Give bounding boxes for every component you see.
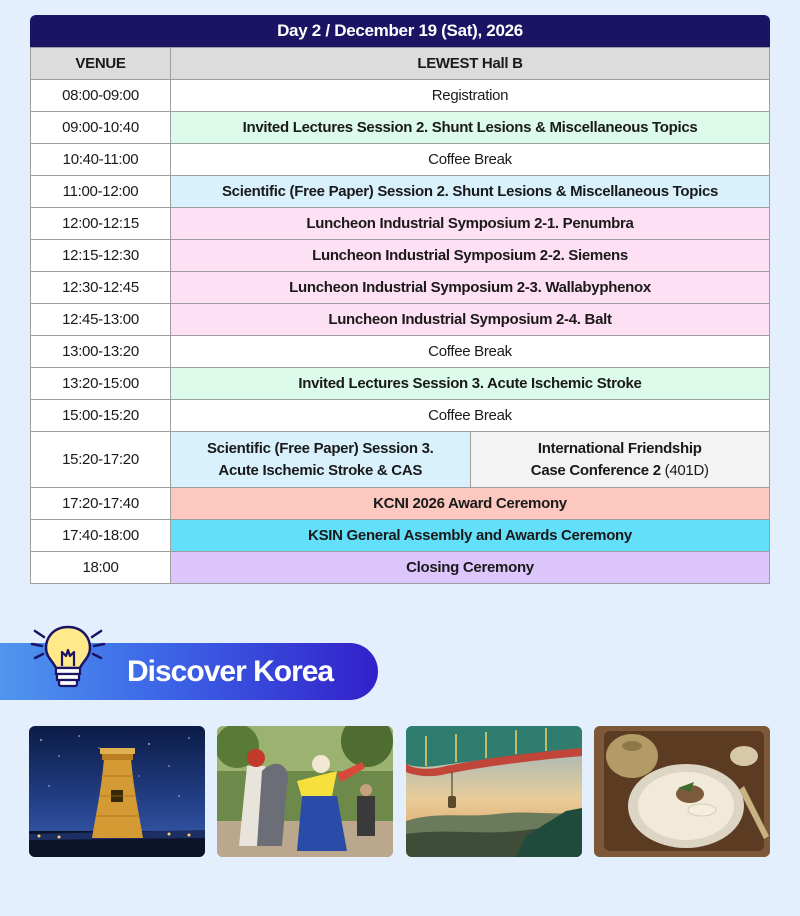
program-cell: Closing Ceremony xyxy=(171,552,770,584)
program-cell: Coffee Break xyxy=(171,400,770,432)
time-cell: 09:00-10:40 xyxy=(31,112,171,144)
schedule-table xyxy=(30,15,770,584)
table-row xyxy=(31,208,770,240)
program-cell: KCNI 2026 Award Ceremony xyxy=(171,488,770,520)
time-cell: 12:15-12:30 xyxy=(31,240,171,272)
program-cell: Luncheon Industrial Symposium 2-3. Wallabyphenox xyxy=(171,272,770,304)
table-row xyxy=(31,240,770,272)
table-row xyxy=(31,272,770,304)
table-row xyxy=(31,368,770,400)
discover-title: Discover Korea xyxy=(127,655,334,688)
session-title-line2: Case Conference 2 xyxy=(530,461,661,479)
time-cell: 12:30-12:45 xyxy=(31,272,171,304)
table-row xyxy=(31,488,770,520)
program-table xyxy=(30,47,770,584)
program-cell: Luncheon Industrial Symposium 2-1. Penumbra xyxy=(171,208,770,240)
table-row xyxy=(31,80,770,112)
lightbulb-icon xyxy=(28,622,108,692)
session-title-line2: Acute Ischemic Stroke & CAS xyxy=(218,461,423,479)
time-cell: 18:00 xyxy=(31,552,171,584)
time-cell: 12:00-12:15 xyxy=(31,208,171,240)
time-cell: 15:00-15:20 xyxy=(31,400,171,432)
table-row xyxy=(31,336,770,368)
table-row xyxy=(31,400,770,432)
room-label: (401D) xyxy=(664,461,709,479)
time-cell: 11:00-12:00 xyxy=(31,176,171,208)
photo-traditional-eaves xyxy=(406,726,582,857)
program-cell: KSIN General Assembly and Awards Ceremony xyxy=(171,520,770,552)
time-cell: 12:45-13:00 xyxy=(31,304,171,336)
time-cell: 08:00-09:00 xyxy=(31,80,171,112)
table-row xyxy=(31,552,770,584)
table-row xyxy=(31,112,770,144)
table-row xyxy=(31,520,770,552)
program-cell: Scientific (Free Paper) Session 2. Shunt Lesions & Miscellaneous Topics xyxy=(171,176,770,208)
time-cell: 17:20-17:40 xyxy=(31,488,171,520)
session-title-line1: Scientific (Free Paper) Session 3. xyxy=(206,439,434,457)
time-cell: 17:40-18:00 xyxy=(31,520,171,552)
program-cell-split-left xyxy=(171,432,471,488)
time-cell: 13:00-13:20 xyxy=(31,336,171,368)
photo-mask-dance xyxy=(217,726,393,857)
table-row xyxy=(31,304,770,336)
photo-cheomseongdae-observatory xyxy=(29,726,205,857)
table-row xyxy=(31,144,770,176)
photo-korean-soup xyxy=(594,726,770,857)
venue-header: VENUE xyxy=(31,48,171,80)
table-row xyxy=(31,176,770,208)
program-cell: Coffee Break xyxy=(171,336,770,368)
program-cell: Luncheon Industrial Symposium 2-4. Balt xyxy=(171,304,770,336)
table-row xyxy=(31,432,770,488)
hall-header: LEWEST Hall B xyxy=(171,48,770,80)
program-cell: Invited Lectures Session 3. Acute Ischemic Stroke xyxy=(171,368,770,400)
table-header-row xyxy=(31,48,770,80)
session-title-line1: International Friendship xyxy=(537,439,702,457)
time-cell: 13:20-15:00 xyxy=(31,368,171,400)
program-cell: Coffee Break xyxy=(171,144,770,176)
program-cell: Invited Lectures Session 2. Shunt Lesions & Miscellaneous Topics xyxy=(171,112,770,144)
day-title: Day 2 / December 19 (Sat), 2026 xyxy=(30,15,770,47)
program-cell: Registration xyxy=(171,80,770,112)
time-cell: 10:40-11:00 xyxy=(31,144,171,176)
time-cell: 15:20-17:20 xyxy=(31,432,171,488)
program-cell: Luncheon Industrial Symposium 2-2. Siemens xyxy=(171,240,770,272)
program-cell-split-right xyxy=(470,432,770,488)
